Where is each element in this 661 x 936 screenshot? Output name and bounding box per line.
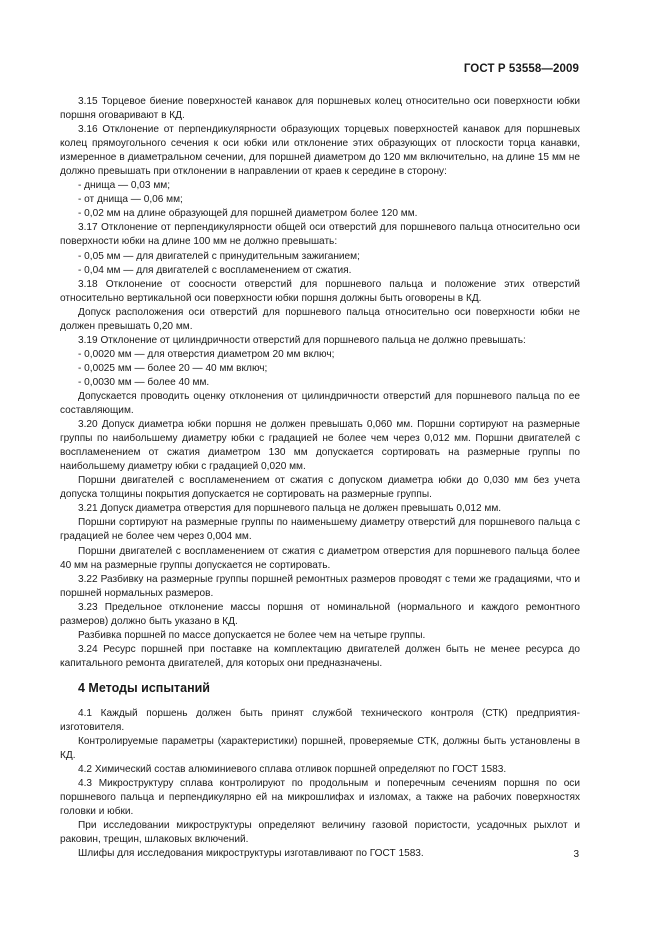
paragraph: При исследовании микроструктуры определяют величину газовой пористости, усадочных рыхлот и раковин, трещин, шлаковых включений.: [60, 820, 580, 846]
clause-list-section-4: [60, 707, 580, 862]
list-item: - днища — 0,03 мм;: [78, 180, 171, 192]
paragraph: 3.20 Допуск диаметра юбки поршня не должен превышать 0,060 мм. Поршни сортируют на размерные группы по наибольшему диаметру юбки с градацией не более чем через 0,012 мм. Поршни двигателей с воспламенением от сжатия диаметром 130 мм допускается сортировать на размерные группы по наибольшему диаметру юбки с градацией 0,020 мм.: [60, 419, 580, 473]
list-item: - 0,04 мм — для двигателей с воспламенением от сжатия.: [78, 264, 352, 276]
paragraph: Поршни двигателей с воспламенением от сжатия с допуском диаметра юбки до 0,030 мм без учета допуска толщины покрытия допускается не сортировать на размерные группы.: [60, 475, 580, 501]
paragraph: 3.18 Отклонение от соосности отверстий для поршневого пальца и положение этих отверстий относительно вертикальной оси поверхности юбки поршня должны быть оговорены в КД.: [60, 278, 580, 304]
list-item: - 0,0020 мм — для отверстия диаметром 20 мм включ;: [78, 348, 335, 360]
section-heading: 4 Методы испытаний: [78, 680, 210, 695]
list-item: - 0,02 мм на длине образующей для поршней диаметром более 120 мм.: [78, 208, 418, 220]
document-standard-number: ГОСТ Р 53558—2009: [463, 63, 579, 75]
paragraph: 3.23 Предельное отклонение массы поршня от номинальной (нормального и каждого ремонтного размеров) должно быть указано в КД.: [60, 601, 580, 627]
list-item: - 0,05 мм — для двигателей с принудительным зажиганием;: [78, 250, 360, 262]
paragraph: 3.24 Ресурс поршней при поставке на комплектацию двигателей должен быть не менее ресурса до капитального ремонта двигателей, для которых они предназначены.: [60, 643, 580, 669]
paragraph: 4.2 Химический состав алюминиевого сплава отливок поршней определяют по ГОСТ 1583.: [78, 764, 507, 776]
list-item: - 0,0030 мм — более 40 мм.: [78, 376, 210, 388]
paragraph: Поршни сортируют на размерные группы по наименьшему диаметру отверстий для поршневого пальца с градацией не более чем через 0,004 мм.: [60, 517, 580, 543]
page-number: 3: [573, 849, 579, 860]
paragraph: 4.1 Каждый поршень должен быть принят службой технического контроля (СТК) предприятия-изготовителя.: [60, 707, 580, 733]
paragraph: Поршни двигателей с воспламенением от сжатия с диаметром отверстия для поршневого пальца более 40 мм на размерные группы допускается не сортировать.: [60, 545, 580, 571]
paragraph: Контролируемые параметры (характеристики) поршней, проверяемые СТК, должны быть установлены в КД.: [60, 736, 580, 762]
paragraph: 3.22 Разбивку на размерные группы поршней ремонтных размеров проводят с теми же градациями, что и поршней нормальных размеров.: [60, 573, 580, 599]
list-item: - от днища — 0,06 мм;: [78, 194, 183, 206]
paragraph: Допускается проводить оценку отклонения от цилиндричности отверстий для поршневого пальца по ее составляющим.: [60, 390, 580, 417]
paragraph: 3.19 Отклонение от цилиндричности отверстий для поршневого пальца не должно превышать:: [78, 334, 526, 346]
paragraph: 3.17 Отклонение от перпендикулярности общей оси отверстий для поршневого пальца относительно оси поверхности юбки на длине 100 мм не должно превышать:: [60, 222, 580, 248]
paragraph: 3.16 Отклонение от перпендикулярности образующих торцевых поверхностей канавок для поршневых колец прямоугольного сечения к оси юбки или отклонение этих образующих от плоскости торца канавки, измеренное в диаметральном сечении, для поршней диаметром до 120 мм включительно, на длине 15 мм не должно превышать при отклонении в направлении от краев к середине в сторону:: [60, 124, 580, 178]
list-item: - 0,0025 мм — более 20 — 40 мм включ;: [78, 362, 268, 374]
paragraph: 3.21 Допуск диаметра отверстия для поршневого пальца не должен превышать 0,012 мм.: [78, 503, 502, 515]
paragraph: 4.3 Микроструктуру сплава контролируют по продольным и поперечным сечениям поршня по оси поршневого пальца и перпендикулярно ей на микрошлифах и изломах, а также на рабочих поверхностях головки и юбки.: [60, 778, 580, 818]
paragraph: 3.15 Торцевое биение поверхностей канавок для поршневых колец относительно оси поверхности юбки поршня оговаривают в КД.: [60, 96, 580, 122]
paragraph: Разбивка поршней по массе допускается не более чем на четыре группы.: [78, 629, 426, 641]
paragraph: Шлифы для исследования микроструктуры изготавливают по ГОСТ 1583.: [78, 848, 424, 860]
document-body: [60, 95, 580, 861]
clause-list-section-3: [60, 95, 580, 671]
paragraph: Допуск расположения оси отверстий для поршневого пальца относительно оси поверхности юбки не должен превышать 0,20 мм.: [60, 306, 580, 332]
